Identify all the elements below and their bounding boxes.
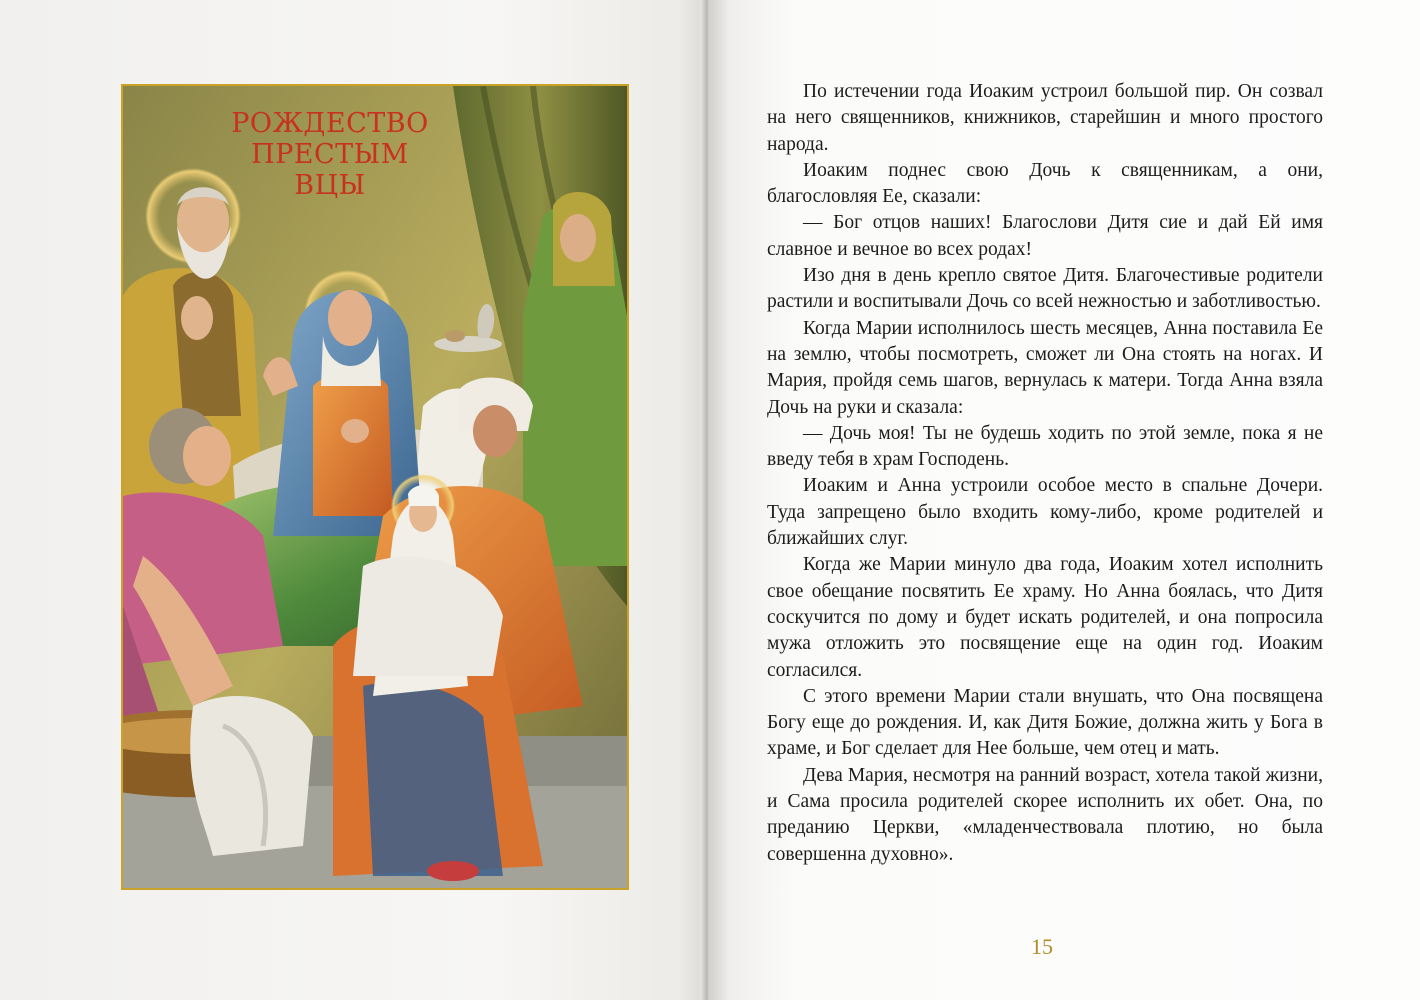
paragraph-9: С этого времени Марии стали внушать, что Она посвящена Богу еще до рождения. И, как Дитя Божие, должна жить у Бога в храме, и Бог сделает для Нее больше, чем отец и мать.	[767, 685, 1323, 760]
paragraph-5: Когда Марии исполнилось шесть месяцев, Анна поставила Ее на землю, чтобы посмотреть, сможет ли Она стоять на ногах. И Мария, пройдя семь шагов, вернулась к матери. Тогда Анна взяла Дочь на руки и сказала:	[767, 317, 1323, 418]
icon-title-line-3: ВЦЫ	[294, 170, 366, 201]
page-number: 15	[1031, 934, 1053, 959]
paragraph-8: Когда же Марии минуло два года, Иоаким хотел исполнить свое обещание посвятить Ее храму. Но Анна боялась, что Дитя соскучится по дому и будет искать родителей, и она попросила мужа отложить это посвящение еще на один год. Иоаким согласился.	[767, 554, 1323, 681]
paragraph-10: Дева Мария, несмотря на ранний возраст, хотела такой жизни, и Сама просила родителей скорее исполнить их обет. Она, по преданию Церкви, «младенчествовала плотию, но была совершенна духовно».	[767, 764, 1323, 865]
nativity-painting	[123, 86, 627, 888]
paragraph-3: — Бог отцов наших! Благослови Дитя сие и дай Ей имя славное и вечное во всех родах!	[767, 212, 1323, 260]
paragraph-1: По истечении года Иоаким устроил большой пир. Он созвал на него священников, книжников, старейшин и много простого народа.	[767, 81, 1323, 155]
body-text	[767, 79, 1323, 868]
paragraph-7: Иоаким и Анна устроили особое место в спальне Дочери. Туда запрещено было входить кому-либо, кроме родителей и ближайших слуг.	[767, 475, 1323, 550]
paragraph-6: — Дочь моя! Ты не будешь ходить по этой земле, пока я не введу тебя в храм Господень.	[767, 422, 1323, 471]
nativity-icon-illustration	[121, 84, 629, 890]
icon-title	[215, 108, 445, 201]
icon-title-line-2: ПРЕСТЫМ	[251, 139, 409, 170]
paragraph-4: Изо дня в день крепло святое Дитя. Благочестивые родители растили и воспитывали Дочь со всей нежностью и заботливостью.	[767, 265, 1323, 313]
left-page	[0, 0, 708, 1000]
paragraph-2: Иоаким поднес свою Дочь к священникам, а они, благословляя Ее, сказали:	[767, 159, 1323, 208]
icon-title-line-1: РОЖДЕСТВО	[231, 108, 429, 139]
